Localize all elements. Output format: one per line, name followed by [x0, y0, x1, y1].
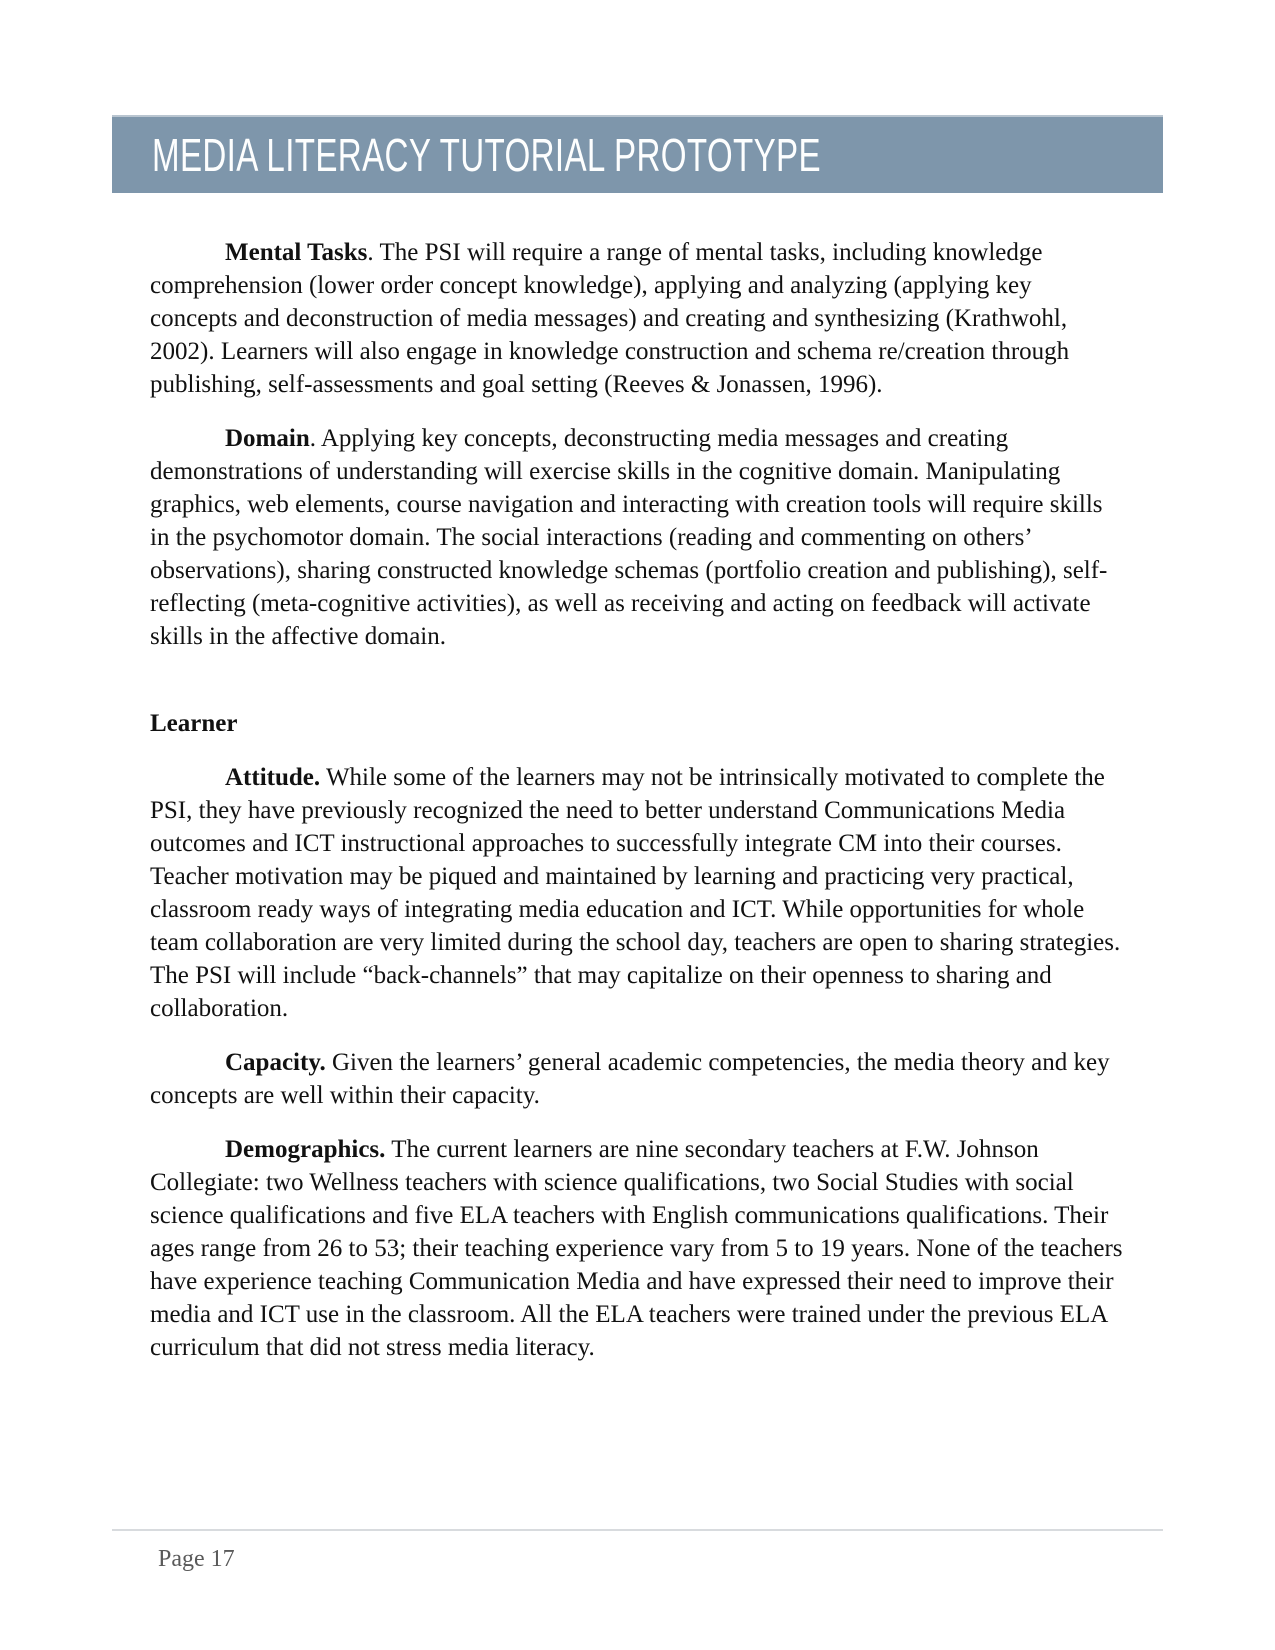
- paragraph-lead-demographics: Demographics.: [225, 1136, 386, 1163]
- paragraph-text-demographics: The current learners are nine secondary teachers at F.W. Johnson Collegiate: two Wellness teachers with science qualifications, two Social Studies with social science qualifications and five ELA teachers with English communications qualifications. Their ages range from 26 to 53; their teaching experience vary from 5 to 19 years. None of the teachers have experience teaching Communication Media and have expressed their need to improve their media and ICT use in the classroom. All the ELA teachers were trained under the previous ELA curriculum that did not stress media literacy.: [150, 1136, 1123, 1361]
- heading-learner: Learner: [150, 710, 238, 737]
- paragraph-demographics: [150, 1133, 1125, 1364]
- paragraph-lead-domain: Domain: [225, 425, 310, 452]
- footer-page-number: Page 17: [158, 1546, 235, 1572]
- banner-title: MEDIA LITERACY TUTORIAL PROTOTYPE: [152, 129, 821, 181]
- paragraph-mental-tasks: [150, 236, 1125, 401]
- paragraph-text-attitude: While some of the learners may not be intrinsically motivated to complete the PSI, they have previously recognized the need to better understand Communications Media outcomes and ICT instructional approaches to successfully integrate CM into their courses. Teacher motivation may be piqued and maintained by learning and practicing very practical, classroom ready ways of integrating media education and ICT. While opportunities for whole team collaboration are very limited during the school day, teachers are open to sharing strategies. The PSI will include “back-channels” that may capitalize on their openness to sharing and collaboration.: [150, 764, 1121, 1022]
- paragraph-attitude: [150, 761, 1125, 1025]
- footer-divider: [112, 1529, 1163, 1531]
- document-body: [150, 236, 1125, 1385]
- paragraph-text-domain: . Applying key concepts, deconstructing media messages and creating demonstrations of understanding will exercise skills in the cognitive domain. Manipulating graphics, web elements, course navigation and interacting with creation tools will require skills in the psychomotor domain. The social interactions (reading and commenting on others’ observations), sharing constructed knowledge schemas (portfolio creation and publishing), self-reflecting (meta-cognitive activities), as well as receiving and acting on feedback will activate skills in the affective domain.: [150, 425, 1108, 650]
- paragraph-capacity: [150, 1046, 1125, 1112]
- paragraph-lead-attitude: Attitude.: [225, 764, 321, 791]
- paragraph-text-mental-tasks: . The PSI will require a range of mental tasks, including knowledge comprehension (lower order concept knowledge), applying and analyzing (applying key concepts and deconstruction of media messages) and creating and synthesizing (Krathwohl, 2002). Learners will also engage in knowledge construction and schema re/creation through publishing, self-assessments and goal setting (Reeves & Jonassen, 1996).: [150, 239, 1070, 398]
- paragraph-lead-mental-tasks: Mental Tasks: [225, 239, 368, 266]
- paragraph-domain: [150, 422, 1125, 653]
- title-banner: [112, 115, 1163, 193]
- paragraph-text-capacity: Given the learners’ general academic competencies, the media theory and key concepts are well within their capacity.: [150, 1049, 1110, 1109]
- paragraph-lead-capacity: Capacity.: [225, 1049, 326, 1076]
